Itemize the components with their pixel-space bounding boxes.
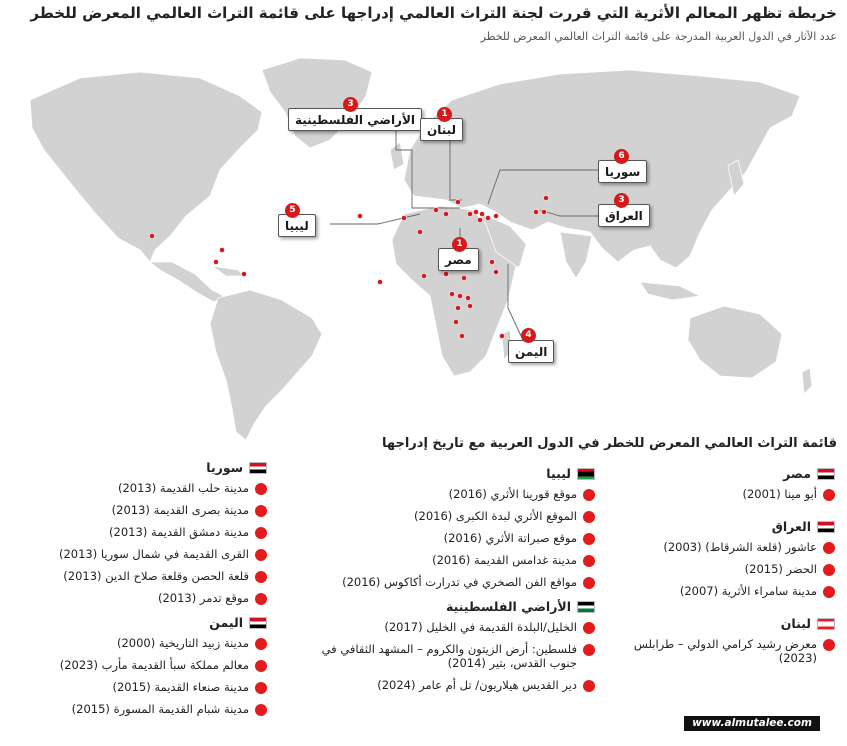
list-item: القرى القديمة في شمال سوريا (2013) xyxy=(5,547,267,561)
site-marker xyxy=(489,259,494,264)
central-america-shape xyxy=(150,262,224,302)
list-item: مدينة سامراء الأثرية (2007) xyxy=(605,584,835,598)
list-item: أبو مينا (2001) xyxy=(605,487,835,501)
list-item: فلسطين: أرض الزيتون والكروم – المشهد الثقافي في جنوب القدس، بتير (2014) xyxy=(285,642,595,670)
bullet-icon xyxy=(255,483,267,495)
site-marker xyxy=(457,293,462,298)
bullet-icon xyxy=(255,704,267,716)
bullet-icon xyxy=(823,489,835,501)
bullet-icon xyxy=(255,593,267,605)
south-america-shape xyxy=(210,290,322,440)
list-item: مدينة حلب القديمة (2013) xyxy=(5,481,267,495)
callout-lebanon-label: لبنان xyxy=(427,123,457,137)
list-item: دير القديس هيلاريون/ تل أم عامر (2024) xyxy=(285,678,595,692)
group-palestine-name: الأراضي الفلسطينية xyxy=(445,599,571,614)
list-item: موقع قورينا الأثري (2016) xyxy=(285,487,595,501)
bullet-icon xyxy=(823,564,835,576)
group-palestine xyxy=(285,599,595,692)
callout-iraq-label: العراق xyxy=(605,209,643,223)
syria-flag-icon xyxy=(249,462,267,474)
callout-egypt-count: 1 xyxy=(452,237,467,252)
group-yemen xyxy=(5,615,267,716)
bullet-icon xyxy=(255,571,267,583)
list-item: مدينة زبيد التاريخية (2000) xyxy=(5,636,267,650)
callout-egypt-label: مصر xyxy=(445,253,472,267)
site-marker xyxy=(421,273,426,278)
group-egypt xyxy=(605,466,835,501)
site-marker xyxy=(465,295,470,300)
site-marker xyxy=(443,211,448,216)
callout-libya xyxy=(278,214,316,237)
site-marker xyxy=(455,199,460,204)
list-item: قلعة الحصن وقلعة صلاح الدين (2013) xyxy=(5,569,267,583)
callout-palestine-count: 3 xyxy=(343,97,358,112)
bullet-icon xyxy=(255,505,267,517)
group-syria xyxy=(5,460,267,605)
site-marker xyxy=(499,333,504,338)
north-america-shape xyxy=(30,72,262,262)
site-marker xyxy=(219,247,224,252)
lebanon-flag-icon xyxy=(817,618,835,630)
bullet-icon xyxy=(583,644,595,656)
site-marker xyxy=(449,291,454,296)
list-item: الخليل/البلدة القديمة في الخليل (2017) xyxy=(285,620,595,634)
bullet-icon xyxy=(255,549,267,561)
bullet-icon xyxy=(583,622,595,634)
callout-syria-label: سوريا xyxy=(605,165,641,179)
site-marker xyxy=(493,213,498,218)
site-marker xyxy=(453,319,458,324)
column-right xyxy=(605,466,835,673)
egypt-flag-icon xyxy=(817,468,835,480)
indonesia-shape xyxy=(640,282,700,300)
world-map xyxy=(0,44,847,444)
group-egypt-name: مصر xyxy=(783,466,811,481)
bullet-icon xyxy=(823,542,835,554)
bullet-icon xyxy=(255,682,267,694)
callout-yemen xyxy=(508,340,554,363)
site-marker xyxy=(433,207,438,212)
callout-iraq-count: 3 xyxy=(614,193,629,208)
group-iraq xyxy=(605,519,835,598)
new-zealand-shape xyxy=(802,368,812,394)
site-marker xyxy=(459,333,464,338)
bullet-icon xyxy=(583,680,595,692)
group-lebanon xyxy=(605,616,835,665)
callout-syria-count: 6 xyxy=(614,149,629,164)
palestine-flag-icon xyxy=(577,601,595,613)
yemen-flag-icon xyxy=(249,617,267,629)
callout-yemen-label: اليمن xyxy=(515,345,548,359)
site-marker xyxy=(357,213,362,218)
map-subtitle: عدد الآثار في الدول العربية المدرجة على قائمة التراث العالمي المعرض للخطر xyxy=(480,30,837,43)
list-item: مدينة غدامس القديمة (2016) xyxy=(285,553,595,567)
bullet-icon xyxy=(255,638,267,650)
map-title: خريطة تظهر المعالم الأثرية التي قررت لجنة التراث العالمي إدراجها على قائمة التراث العالمي المعرض للخطر xyxy=(30,4,837,22)
site-marker xyxy=(461,275,466,280)
libya-flag-icon xyxy=(577,468,595,480)
site-marker xyxy=(213,259,218,264)
group-libya xyxy=(285,466,595,589)
list-item: معرض رشيد كرامي الدولي – طرابلس (2023) xyxy=(605,637,835,665)
group-lebanon-name: لبنان xyxy=(780,616,811,631)
bullet-icon xyxy=(255,660,267,672)
site-marker xyxy=(417,229,422,234)
bullet-icon xyxy=(823,639,835,651)
site-marker xyxy=(467,211,472,216)
site-marker xyxy=(473,209,478,214)
site-marker xyxy=(541,209,546,214)
group-yemen-name: اليمن xyxy=(209,615,243,630)
list-item: معالم مملكة سبأ القديمة مأرب (2023) xyxy=(5,658,267,672)
group-libya-name: ليبيا xyxy=(546,466,571,481)
site-marker xyxy=(443,271,448,276)
list-item: مدينة دمشق القديمة (2013) xyxy=(5,525,267,539)
india-shape xyxy=(560,232,592,278)
uk-shape xyxy=(390,142,404,170)
list-item: موقع صبراتة الأثري (2016) xyxy=(285,531,595,545)
list-item: مواقع الفن الصخري في تدرارت أكاكوس (2016) xyxy=(285,575,595,589)
list-title: قائمة التراث العالمي المعرض للخطر في الدول العربية مع تاريخ إدراجها xyxy=(382,436,837,451)
bullet-icon xyxy=(583,489,595,501)
site-marker xyxy=(477,217,482,222)
iraq-flag-icon xyxy=(817,521,835,533)
site-marker xyxy=(543,195,548,200)
callout-palestine xyxy=(288,108,422,131)
column-left xyxy=(5,460,267,724)
callout-yemen-count: 4 xyxy=(521,328,536,343)
list-item: مدينة صنعاء القديمة (2015) xyxy=(5,680,267,694)
site-marker xyxy=(493,269,498,274)
site-marker xyxy=(533,209,538,214)
callout-lebanon-count: 1 xyxy=(437,107,452,122)
callout-libya-label: ليبيا xyxy=(285,219,309,233)
bullet-icon xyxy=(255,527,267,539)
column-middle xyxy=(285,466,595,700)
group-syria-name: سوريا xyxy=(206,460,243,475)
bullet-icon xyxy=(583,555,595,567)
site-marker xyxy=(149,233,154,238)
site-marker xyxy=(401,215,406,220)
list-item: مدينة بصرى القديمة (2013) xyxy=(5,503,267,517)
site-marker xyxy=(241,271,246,276)
callout-palestine-label: الأراضي الفلسطينية xyxy=(295,113,416,127)
site-marker xyxy=(485,215,490,220)
bullet-icon xyxy=(823,586,835,598)
list-item: الموقع الأثري لبدة الكبرى (2016) xyxy=(285,509,595,523)
site-marker xyxy=(377,279,382,284)
list-item: موقع تدمر (2013) xyxy=(5,591,267,605)
caribbean-shape xyxy=(212,266,244,276)
bullet-icon xyxy=(583,577,595,589)
australia-shape xyxy=(688,306,782,378)
callout-libya-count: 5 xyxy=(285,203,300,218)
bullet-icon xyxy=(583,511,595,523)
site-marker xyxy=(455,305,460,310)
group-iraq-name: العراق xyxy=(771,519,811,534)
site-marker xyxy=(479,211,484,216)
site-marker xyxy=(467,303,472,308)
list-item: مدينة شبام القديمة المسورة (2015) xyxy=(5,702,267,716)
source-watermark: www.almutalee.com xyxy=(684,716,820,731)
list-item: الحضر (2015) xyxy=(605,562,835,576)
list-item: عاشور (قلعة الشرقاط) (2003) xyxy=(605,540,835,554)
bullet-icon xyxy=(583,533,595,545)
